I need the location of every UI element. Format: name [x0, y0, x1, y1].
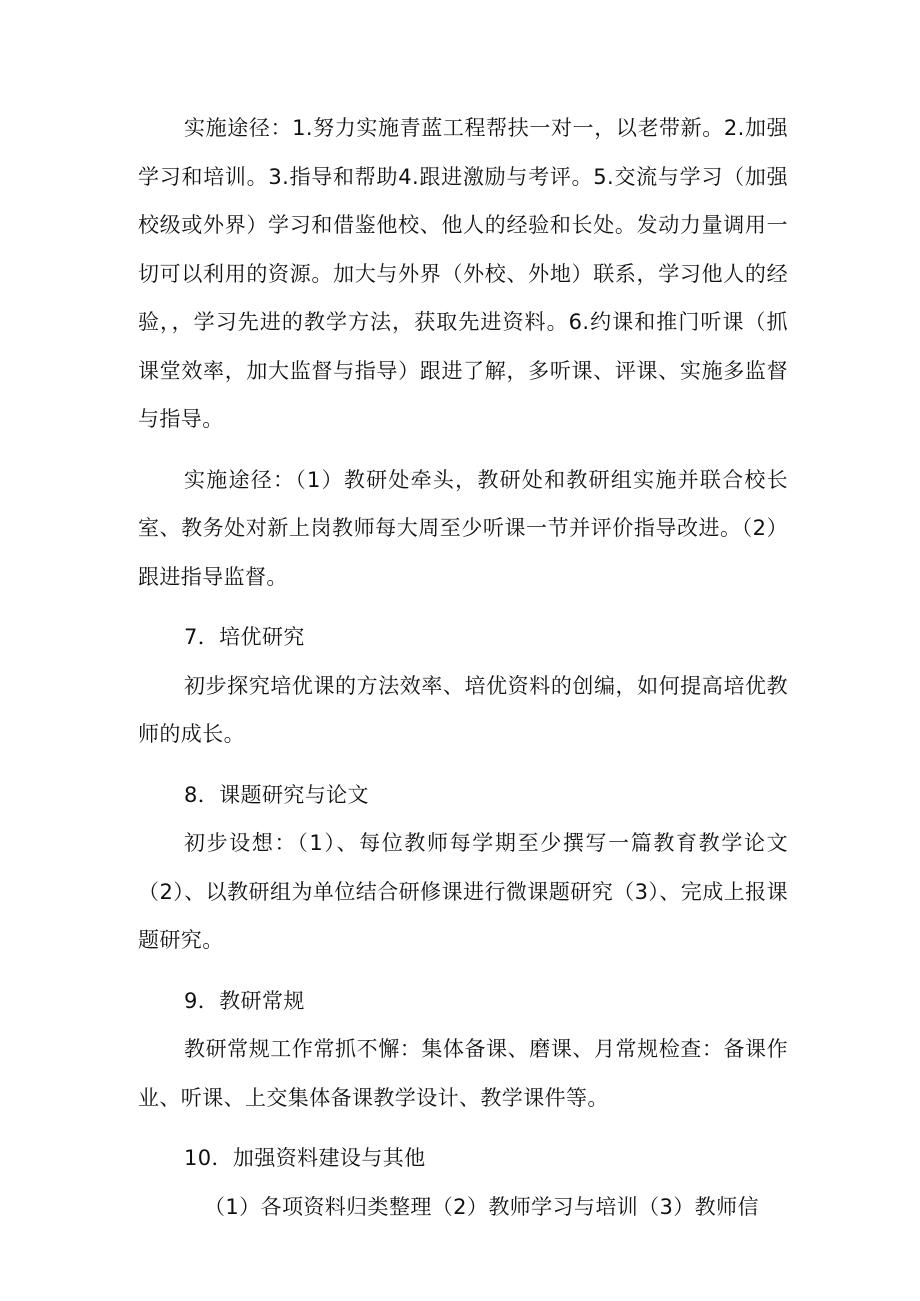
heading-section-9: 9．教研常规: [184, 988, 305, 1013]
paragraph-implementation-2: 实施途径：（1）教研处牵头，教研处和教研组实施并联合校长室、教务处对新上岗教师每大周至少听课一节并评价指导改进。（2）跟进指导监督。: [138, 467, 788, 589]
heading-section-8: 8．课题研究与论文: [184, 782, 369, 807]
heading-section-10: 10．加强资料建设与其他: [184, 1146, 426, 1170]
document-body: [138, 104, 788, 1231]
paragraph-section-7: 初步探究培优课的方法效率、培优资料的创编，如何提高培优教师的成长。: [138, 673, 788, 746]
paragraph-section-8: 初步设想：（1）、每位教师每学期至少撰写一篇教育教学论文（2）、以教研组为单位结合研修课进行微课题研究（3）、完成上报课题研究。: [138, 831, 788, 952]
paragraph-section-9: 教研常规工作常抓不懈：集体备课、磨课、月常规检查：备课作业、听课、上交集体备课教学设计、教学课件等。: [138, 1037, 788, 1110]
paragraph-implementation-1: 实施途径：1.努力实施青蓝工程帮扶一对一，以老带新。2.加强学习和培训。3.指导和帮助4.跟进激励与考评。5.交流与学习（加强校级或外界）学习和借鉴他校、他人的经验和长处。发动力量调用一切可以利用的资源。加大与外界（外校、外地）联系，学习他人的经验，，学习先进的教学方法，获取先进资料。6.约课和推门听课（抓课堂效率，加大监督与指导）跟进了解，多听课、评课、实施多监督与指导。: [138, 116, 788, 431]
heading-section-7: 7．培优研究: [184, 625, 305, 649]
paragraph-section-10: （1）各项资料归类整理（2）教师学习与培训（3）教师信: [204, 1194, 759, 1219]
